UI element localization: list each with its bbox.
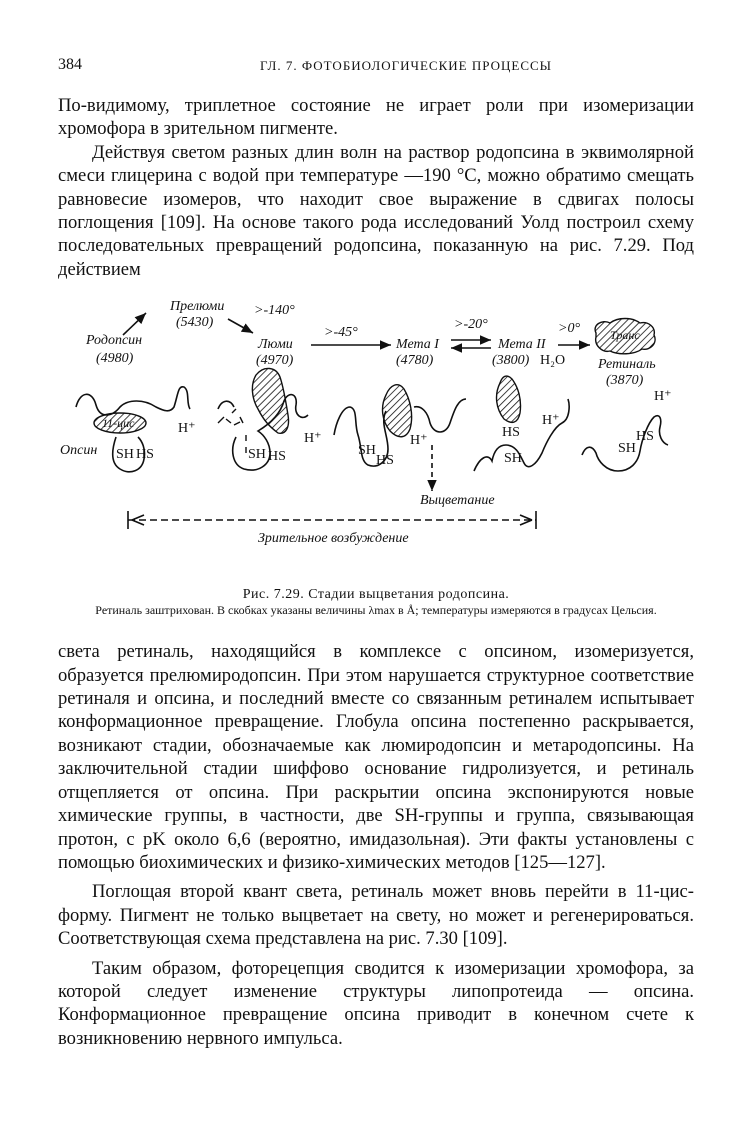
page-number: 384 — [58, 56, 82, 73]
book-page — [58, 50, 694, 1050]
label-rhodopsin-wl: (4980) — [96, 351, 134, 367]
label-temp-prelumi: >-140° — [254, 303, 295, 319]
label-meta2-wl: (3800) — [492, 353, 530, 369]
paragraph: света ретиналь, находящийся в комплексе с опсином, изомеризуется, образуется прелюмиродопсин. При этом нарушается структурное соответствие ретиналя и опсина, и последний вместе со связанным ретиналем испытывает конформационное превращение. Глобула опсина постепенно раскрывается, возникают стадии, обозначаемые как люмиродопсин и метародопсины. На заключительной стадии шиффово основание гидролизуется, и ретиналь отщепляется от опсина. При раскрытии опсина экспонируются новые химические группы, в частности, две SH-группы и группа, связывающая протон, с pK около 6,6 (вероятно, имидазольная). Эти факты установлены с помощью биохимических и физико-химических методов [125—127]. — [58, 641, 694, 873]
label-proton: H⁺ — [178, 421, 196, 437]
arrow-rhodopsin-prelumi — [123, 313, 146, 335]
scattered-fragments — [218, 409, 243, 425]
text-block-top — [58, 94, 694, 281]
label-hs: HS — [376, 453, 394, 469]
label-cis-tag: 11-цис — [102, 416, 135, 431]
label-retinal: Ретиналь — [598, 357, 656, 373]
figure-7-29 — [58, 295, 694, 581]
label-temp-meta: >-20° — [454, 317, 488, 333]
label-proton: H⁺ — [654, 389, 672, 405]
label-sh: SH — [116, 447, 134, 463]
label-trans-tag: Транс — [610, 328, 640, 343]
label-rhodopsin: Родопсин — [86, 333, 143, 349]
label-proton: H⁺ — [304, 431, 322, 447]
label-water: H₂O — [540, 353, 566, 369]
label-meta1: Мета I — [396, 337, 439, 353]
figure-caption — [58, 587, 694, 618]
label-temp-lumi: >-45° — [324, 325, 358, 341]
caption-note: Ретиналь заштрихован. В скобках указаны величины λmax в Å; температуры измеряются в градусах Цельсия. — [95, 603, 657, 618]
label-hs: HS — [268, 449, 286, 465]
paragraph: Поглощая второй квант света, ретиналь может вновь перейти в 11-цис-форму. Пигмент не только выцветает на свету, но может и регенерироваться. Соответствующая схема представлена на рис. 7.30 [109]. — [58, 881, 694, 950]
running-title: ГЛ. 7. ФОТОБИОЛОГИЧЕСКИЕ ПРОЦЕССЫ — [259, 58, 553, 73]
label-prelumi: Прелюми — [170, 299, 225, 315]
label-proton: H⁺ — [542, 413, 560, 429]
paragraph: По-видимому, триплетное состояние не играет роли при изомеризации хромофора в зрительном пигменте. — [58, 95, 694, 140]
label-proton: H⁺ — [410, 433, 428, 449]
label-sh: SH — [618, 441, 636, 457]
label-hs: HS — [136, 447, 154, 463]
arrow-prelumi-lumi — [228, 319, 253, 333]
paragraph: Действуя светом разных длин волн на раствор родопсина в эквимолярной смеси глицерина с водой при температуре —190 °С, можно обратимо смещать равновесие изомеров, что находит свое выражение в сдвигах полосы поглощения [109]. На основе такого рода исследований Уолд построил схему последовательных превращений родопсина, показанную на рис. 7.29. Под действием — [58, 141, 694, 280]
trans-retinal-blob — [497, 376, 521, 422]
label-meta2: Мета II — [498, 337, 546, 353]
label-bleaching: Выцветание — [420, 493, 495, 509]
label-opsin: Опсин — [60, 443, 98, 459]
label-sh: SH — [248, 447, 266, 463]
page-header — [58, 50, 694, 80]
trans-retinal-blob — [383, 385, 412, 437]
caption-title: Рис. 7.29. Стадии выцветания родопсина. — [242, 587, 510, 603]
label-hs: HS — [502, 425, 520, 441]
label-temp-retinal: >0° — [558, 321, 581, 337]
label-lumi: Люми — [258, 337, 293, 353]
label-hs: HS — [636, 429, 654, 445]
label-meta1-wl: (4780) — [396, 353, 434, 369]
trans-retinal-blob — [252, 369, 288, 434]
label-sh: SH — [358, 443, 376, 459]
label-excitation: Зрительное возбуждение — [258, 531, 409, 547]
text-block-bottom — [58, 640, 694, 1050]
paragraph: Таким образом, фоторецепция сводится к изомеризации хромофора, за которой следует изменение структуры липопротеида — опсина. Конформационное превращение опсина приводит в конечном счете к возникновению нервного импульса. — [58, 957, 694, 1049]
label-sh: SH — [504, 451, 522, 467]
label-lumi-wl: (4970) — [256, 353, 294, 369]
label-prelumi-wl: (5430) — [176, 315, 214, 331]
label-retinal-wl: (3870) — [606, 373, 644, 389]
